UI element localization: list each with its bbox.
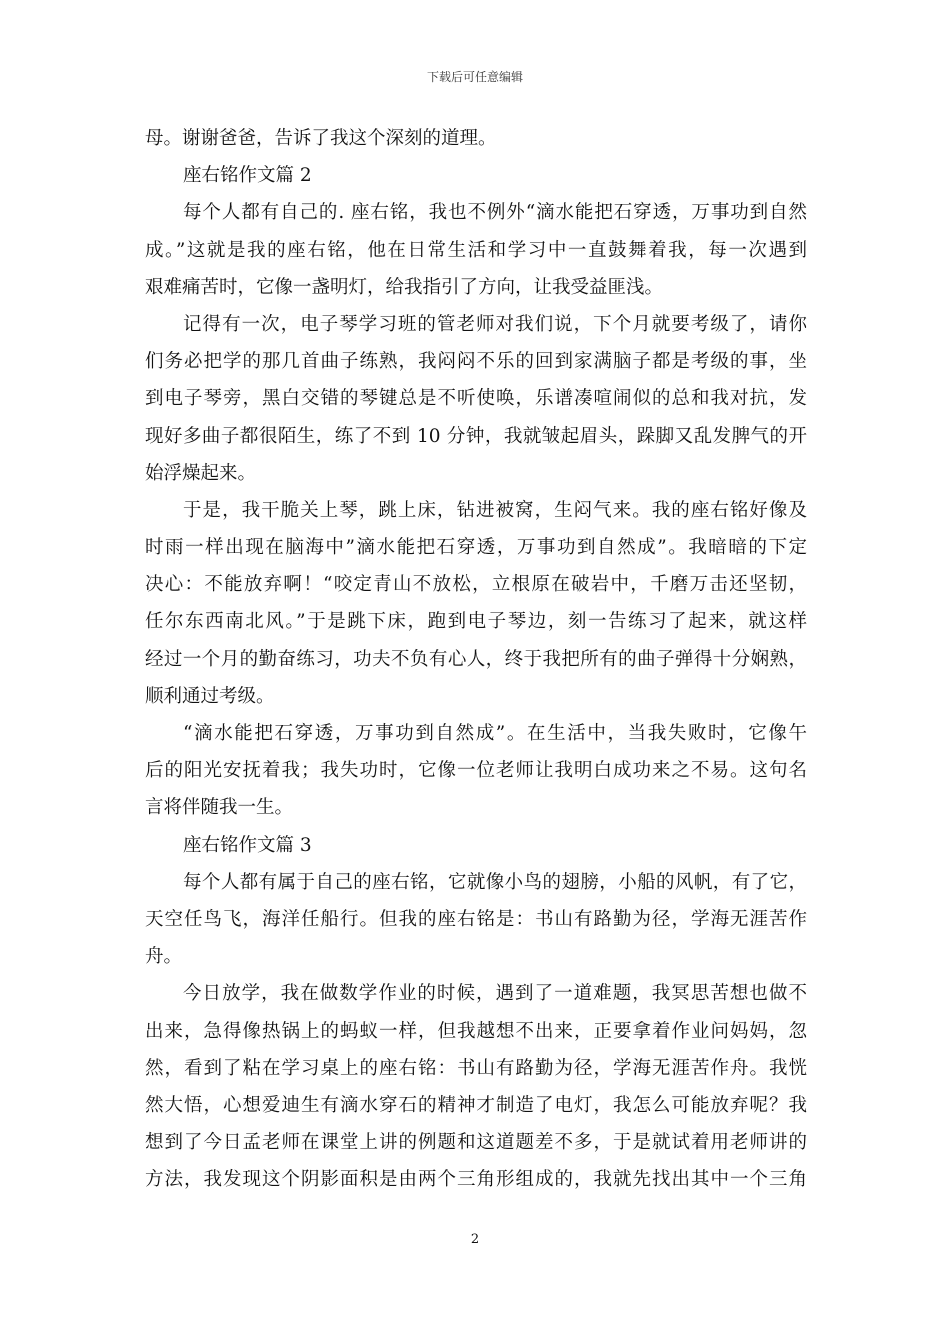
text-line: 每个人都有属于自己的座右铭，它就像小鸟的翅膀，小船的风帆，有了它， [183,871,807,893]
text-line: 于是，我干脆关上琴，跳上床，钻进被窝，生闷气来。我的座右铭好像及 [183,499,807,521]
text-line: 任尔东西南北风。”于是跳下床，跑到电子琴边，刻一告练习了起来，就这样 [145,611,807,633]
text-line: 时雨一样出现在脑海中”滴水能把石穿透，万事功到自然成”。我暗暗的下定 [145,537,807,559]
text-line: 舟。 [145,946,183,968]
text-line: 座右铭作文篇 2 [183,165,312,187]
page-number: 2 [470,1232,480,1247]
text-line: 后的阳光安抚着我；我失功时，它像一位老师让我明白成功来之不易。这句名 [145,760,807,782]
text-line: 今日放学，我在做数学作业的时候，遇到了一道难题，我冥思苦想也做不 [183,983,807,1005]
text-line: 每个人都有自己的. 座右铭，我也不例外“滴水能把石穿透，万事功到自然 [183,202,807,224]
text-line: 记得有一次，电子琴学习班的管老师对我们说，下个月就要考级了，请你 [183,313,807,335]
text-line: 然大悟，心想爱迪生有滴水穿石的精神才制造了电灯，我怎么可能放弃呢？我 [145,1094,807,1116]
text-line: 方法，我发现这个阴影面积是由两个三角形组成的，我就先找出其中一个三角 [145,1169,807,1191]
text-line: 座右铭作文篇 3 [183,834,312,856]
text-line: 母。谢谢爸爸，告诉了我这个深刻的道理。 [145,128,497,149]
text-line: 艰难痛苦时，它像一盏明灯，给我指引了方向，让我受益匪浅。 [145,276,664,298]
text-line: 出来，急得像热锅上的蚂蚁一样，但我越想不出来，正要拿着作业问妈妈，忽 [145,1020,807,1042]
text-line: 们务必把学的那几首曲子练熟，我闷闷不乐的回到家满脑子都是考级的事，坐 [145,351,807,373]
text-line: 然，看到了粘在学习桌上的座右铭：书山有路勤为径，学海无涯苦作舟。我恍 [145,1057,807,1079]
text-line: “滴水能把石穿透，万事功到自然成”。在生活中，当我失败时，它像午 [183,723,807,744]
text-line: 决心：不能放弃啊！“咬定青山不放松，立根原在破岩中，千磨万击还坚韧， [145,574,807,596]
text-line: 始浮燥起来。 [145,462,257,484]
text-line: 到电子琴旁，黑白交错的琴键总是不听使唤，乐谱凑喧闹似的总和我对抗，发 [145,388,807,410]
text-line: 经过一个月的勤奋练习，功夫不负有心人，终于我把所有的曲子弹得十分娴熟， [145,648,807,670]
document-body [145,120,807,1198]
text-line: 想到了今日孟老师在课堂上讲的例题和这道题差不多，于是就试着用老师讲的 [145,1132,807,1154]
text-line: 天空任鸟飞，海洋任船行。但我的座右铭是：书山有路勤为径，学海无涯苦作 [145,908,807,930]
text-line: 顺利通过考级。 [145,685,275,707]
text-line: 言将伴随我一生。 [145,797,294,819]
text-line: 成。”这就是我的座右铭，他在日常生活和学习中一直鼓舞着我，每一次遇到 [145,239,807,261]
page-header: 下载后可任意编辑 [426,70,523,84]
text-line: 现好多曲子都很陌生，练了不到 10 分钟，我就皱起眉头，跺脚又乱发脾气的开 [145,425,807,447]
